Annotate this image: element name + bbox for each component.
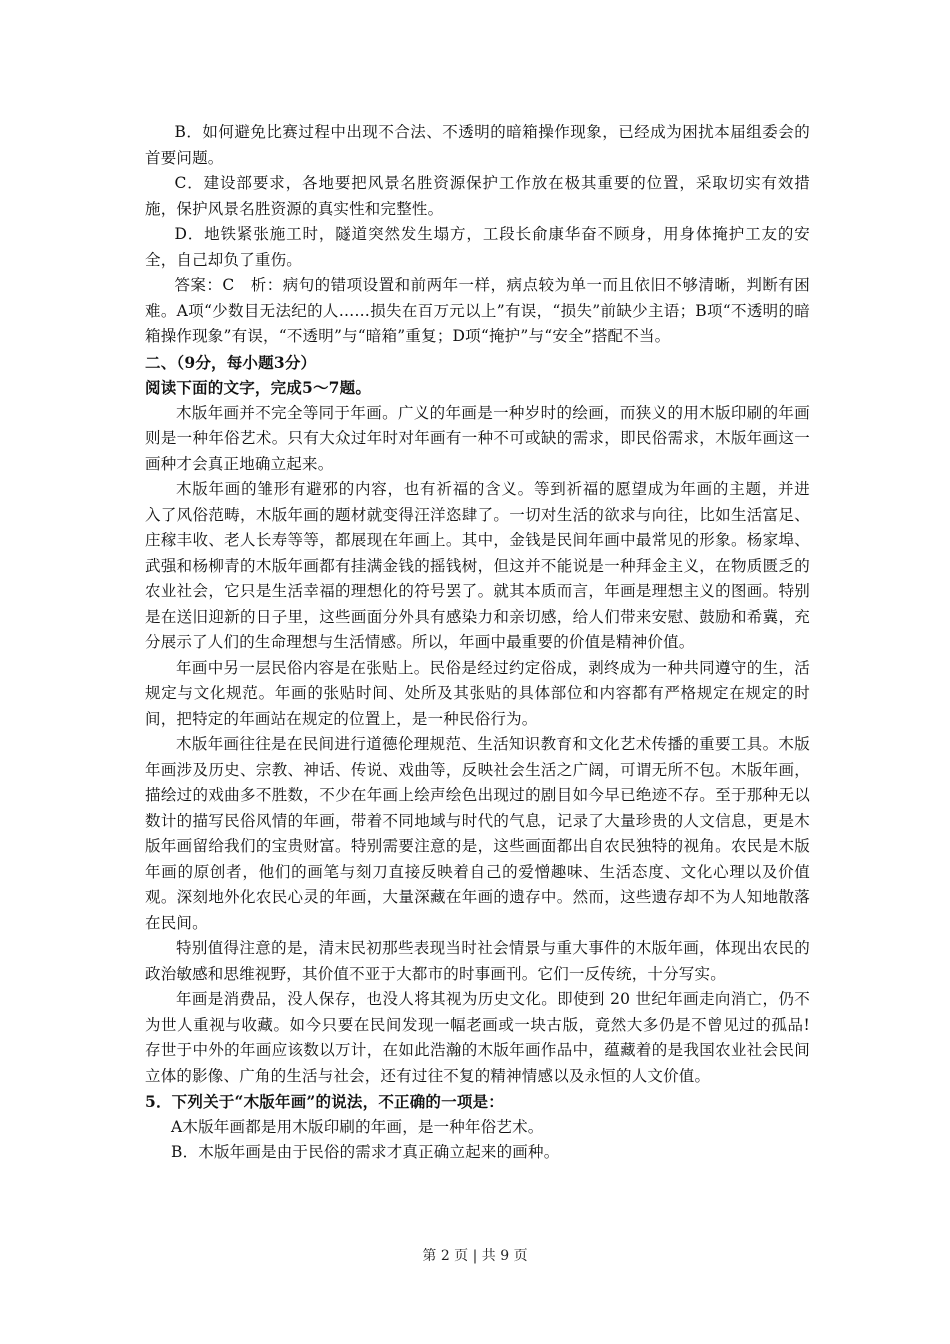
question-5-option-a: A木版年画都是用木版印刷的年画，是一种年俗艺术。 (171, 1117, 544, 1136)
question-5-stem: 5．下列关于“木版年画”的说法，不正确的一项是： (145, 1092, 504, 1111)
passage-paragraph-5: 特别值得注意的是，清末民初那些表现当时社会情景与重大事件的木版年画，体现出农民的政治敏感和思维视野，其价值不亚于大都市的时事画刊。它们一反传统，十分写实。 (145, 939, 810, 983)
option-b: B．如何避免比赛过程中出现不合法、不透明的暗箱操作现象，已经成为困扰本届组委会的首要问题。 (145, 123, 810, 167)
option-d: D．地铁紧张施工时，隧道突然发生塌方，工段长俞康华奋不顾身，用身体掩护工友的安全，自己却负了重伤。 (145, 225, 810, 269)
question-5-option-b: B．木版年画是由于民俗的需求才真正确立起来的画种。 (171, 1143, 560, 1161)
page-footer: 第 2 页 | 共 9 页 (422, 1248, 528, 1264)
document-body (145, 120, 826, 1166)
section-heading: 二、（9分，每小题3分） (145, 352, 317, 372)
passage-paragraph-1: 木版年画并不完全等同于年画。广义的年画是一种岁时的绘画，而狭义的用木版印刷的年画则是一种年俗艺术。只有大众过年时对年画有一种不可或缺的需求，即民俗需求，木版年画这一画种才会真正地确立起来。 (145, 403, 810, 473)
passage-paragraph-4: 木版年画往往是在民间进行道德伦理规范、生活知识教育和文化艺术传播的重要工具。木版年画涉及历史、宗教、神话、传说、戏曲等，反映社会生活之广阔，可谓无所不包。木版年画，描绘过的戏曲多不胜数，不少在年画上绘声绘色出现过的剧目如今早已绝迹不存。至于那种无以数计的描写民俗风情的年画，带着不同地域与时代的气息，记录了大量珍贵的人文信息，更是木版年画留给我们的宝贵财富。特别需要注意的是，这些画面都出自农民独特的视角。农民是木版年画的原创者，他们的画笔与刻刀直接反映着自己的爱憎趣味、生活态度、文化心理以及价值观。深刻地外化农民心灵的年画，大量深藏在年画的遗存中。然而，这些遗存却不为人知地散落在民间。 (145, 735, 810, 932)
passage-paragraph-6: 年画是消费品，没人保存，也没人将其视为历史文化。即使到 20 世纪年画走向消亡，仍不为世人重视与收藏。如今只要在民间发现一幅老画或一块古版，竟然大多仍是不曾见过的孤品!存世于中外的年画应该数以万计，在如此浩瀚的木版年画作品中，蕴藏着的是我国农业社会民间立体的影像、广角的生活与社会，还有过往不复的精神情感以及永恒的人文价值。 (145, 990, 810, 1085)
passage-paragraph-3: 年画中另一层民俗内容是在张贴上。民俗是经过约定俗成，剥终成为一种共同遵守的生，活规定与文化规范。年画的张贴时间、处所及其张贴的具体部位和内容都有严格规定在规定的时间，把特定的年画站在规定的位置上，是一种民俗行为。 (145, 658, 810, 728)
passage-paragraph-2: 木版年画的雏形有避邪的内容，也有祈福的含义。等到祈福的愿望成为年画的主题，并进 入了风俗范畴，木版年画的题材就变得汪洋恣肆了。一切对生活的欲求与向往，比如生活富足、庄稼丰收、老人长寿等等，都展现在年画上。其中，金钱是民间年画中最常见的形象。杨家埠、武强和杨柳青的木版年画都有挂满金钱的摇钱树，但这并不能说是一种拜金主义，在物质匮乏的农业社会，它只是生活幸福的理想化的符号罢了。就其本质而言，年画是理想主义的图画。特别是在送旧迎新的日子里，这些画面分外具有感染力和亲切感，给人们带来安慰、鼓励和希冀，充分展示了人们的生命理想与生活情感。所以，年画中最重要的价值是精神价值。 (145, 480, 826, 651)
answer-explanation: 答案：C 析：病句的错项设置和前两年一样，病点较为单一而且依旧不够清晰，判断有困难。A项“少数目无法纪的人……损失在百万元以上”有误，“损失”前缺少主语；B项“不透明的暗箱操作现象”有误，“不透明”与“暗箱”重复；D项“掩护”与“安全”搭配不当。 (145, 276, 810, 345)
reading-instruction: 阅读下面的文字，完成5～7题。 (145, 378, 372, 397)
option-c: C．建设部要求，各地要把风景名胜资源保护工作放在极其重要的位置，采取切实有效措施，保护风景名胜资源的真实性和完整性。 (145, 174, 810, 218)
